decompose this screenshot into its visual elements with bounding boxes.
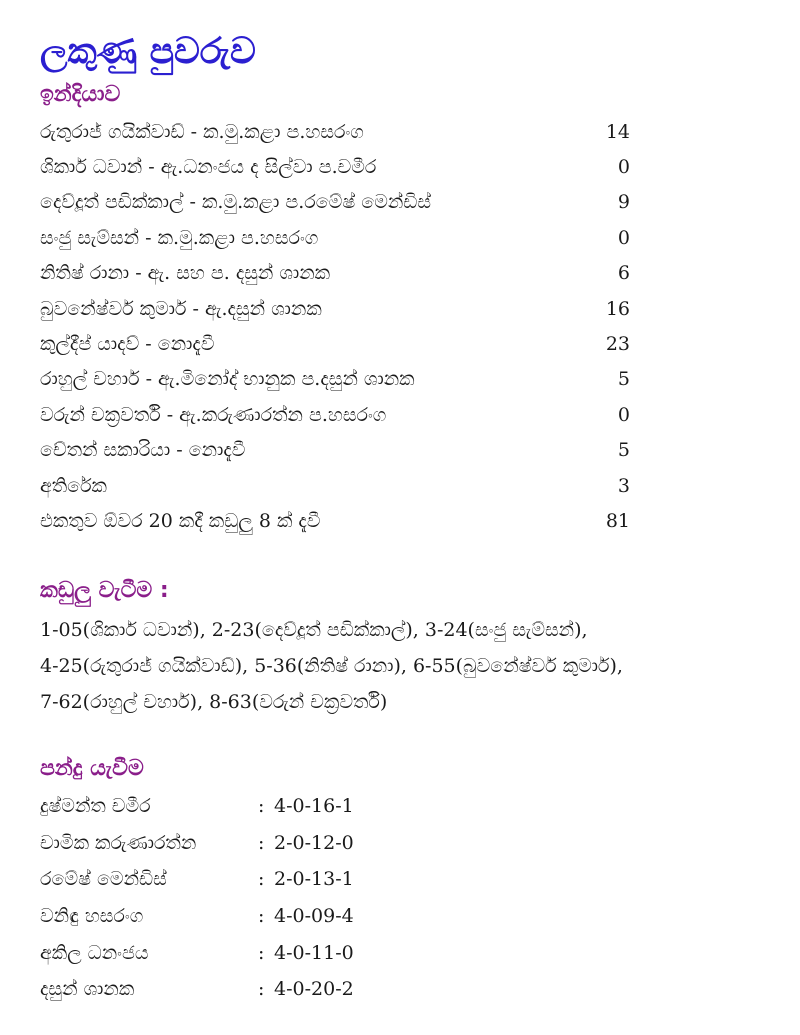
batsman-text: කුල්දීප් යාදව් - නොදැවී bbox=[40, 333, 215, 356]
total-row bbox=[40, 503, 630, 538]
bowler-name: දසුන් ශානක bbox=[40, 978, 135, 1001]
extras-row bbox=[40, 468, 630, 503]
batsman-text: වරුන් චක්‍රවර්ති - ඇ.කරුණාරත්න ප.හසරංග bbox=[40, 403, 387, 426]
batting-row bbox=[40, 256, 630, 291]
batting-row bbox=[40, 433, 630, 468]
fall-of-wickets-heading: කඩුලු වැටීම : bbox=[40, 578, 169, 603]
separator: : bbox=[258, 978, 265, 1001]
bowling-figures: 4-0-11-0 bbox=[274, 941, 354, 964]
total-value: 81 bbox=[605, 509, 630, 532]
separator: : bbox=[258, 941, 265, 964]
fow-line: 4-25(රුතුරාජ් ගයික්වාඩ්), 5-36(නිතිෂ් රානා), 6-55(බුවනේෂ්වර් කුමාර්), bbox=[40, 655, 623, 677]
bowling-heading: පන්දු යැවීම bbox=[40, 756, 144, 781]
separator: : bbox=[258, 868, 265, 891]
bowling-figures: 2-0-13-1 bbox=[274, 868, 354, 891]
bowling-figures: 4-0-09-4 bbox=[274, 905, 354, 928]
batting-row bbox=[40, 220, 630, 255]
bowling-row bbox=[40, 788, 460, 825]
bowler-name: වනිඳු හසරංග bbox=[40, 905, 144, 928]
bowling-figures: 4-0-20-2 bbox=[274, 978, 354, 1001]
batsman-text: චේතන් සකාරියා - නොදැවී bbox=[40, 439, 246, 462]
runs-value: 6 bbox=[617, 262, 630, 285]
batting-row bbox=[40, 114, 630, 149]
page-title: ලකුණු පුවරුව bbox=[40, 31, 256, 72]
batsman-text: රාහුල් චහාර් - ඇ.මිනෝද් භානුක ප.දසුන් ශානක bbox=[40, 368, 415, 391]
separator: : bbox=[258, 831, 265, 854]
bowling-figures: 2-0-12-0 bbox=[274, 831, 354, 854]
batting-row bbox=[40, 397, 630, 432]
batsman-text: ශිකාර් ධවාන් - ඇ.ධනංජය ද සිල්වා ප.චමීර bbox=[40, 156, 377, 179]
bowling-row bbox=[40, 971, 460, 1008]
batsman-text: නිතිෂ් රානා - ඇ. සහ ප. දසුන් ශානක bbox=[40, 262, 331, 285]
batting-row bbox=[40, 149, 630, 184]
bowling-row bbox=[40, 861, 460, 898]
runs-value: 0 bbox=[617, 403, 630, 426]
runs-value: 23 bbox=[605, 333, 630, 356]
separator: : bbox=[258, 905, 265, 928]
extras-value: 3 bbox=[617, 474, 630, 497]
bowler-name: දුෂ්මන්ත චමීර bbox=[40, 795, 151, 818]
bowler-name: අකිල ධනංජය bbox=[40, 941, 149, 964]
batting-row bbox=[40, 326, 630, 361]
bowler-name: චාමික කරුණාරත්න bbox=[40, 831, 197, 854]
bowling-figures: 4-0-16-1 bbox=[274, 795, 354, 818]
runs-value: 5 bbox=[617, 368, 630, 391]
fow-line: 7-62(රාහුල් චහාර්), 8-63(වරුන් චක්‍රවර්ති) bbox=[40, 691, 388, 713]
bowling-row bbox=[40, 934, 460, 971]
bowling-row bbox=[40, 898, 460, 935]
batsman-text: දෙව්දූත් පඩික්කාල් - ක.මු.කළා ප.රමේෂ් මෙන්ඩිස් bbox=[40, 191, 432, 214]
batting-row bbox=[40, 362, 630, 397]
batting-row bbox=[40, 185, 630, 220]
batting-row bbox=[40, 291, 630, 326]
batsman-text: බුවනේෂ්වර් කුමාර් - ඇ.දසුන් ශානක bbox=[40, 297, 322, 320]
batting-list bbox=[40, 114, 630, 539]
bowling-list bbox=[40, 788, 460, 1008]
batsman-text: සංජු සැම්සන් - ක.මු.කළා ප.හසරංග bbox=[40, 226, 319, 249]
runs-value: 14 bbox=[605, 120, 630, 143]
runs-value: 0 bbox=[617, 226, 630, 249]
runs-value: 9 bbox=[617, 191, 630, 214]
runs-value: 5 bbox=[617, 439, 630, 462]
runs-value: 16 bbox=[605, 297, 630, 320]
fow-line: 1-05(ශිකාර් ධවාන්), 2-23(දෙව්දූත් පඩික්කාල්), 3-24(සංජු සැම්සන්), bbox=[40, 619, 588, 641]
batsman-text: රුතුරාජ් ගයික්වාඩ් - ක.මු.කළා ප.හසරංග bbox=[40, 120, 364, 143]
fall-of-wickets-text bbox=[40, 612, 770, 720]
separator: : bbox=[258, 795, 265, 818]
bowling-row bbox=[40, 825, 460, 862]
total-label: එකතුව ඕවර 20 කදී කඩුලු 8 ක් දැවී bbox=[40, 509, 321, 532]
batting-heading: ඉන්දියාව bbox=[40, 82, 121, 107]
runs-value: 0 bbox=[617, 156, 630, 179]
extras-label: අතිරේක bbox=[40, 474, 107, 497]
bowler-name: රමේෂ් මෙන්ඩිස් bbox=[40, 868, 167, 891]
